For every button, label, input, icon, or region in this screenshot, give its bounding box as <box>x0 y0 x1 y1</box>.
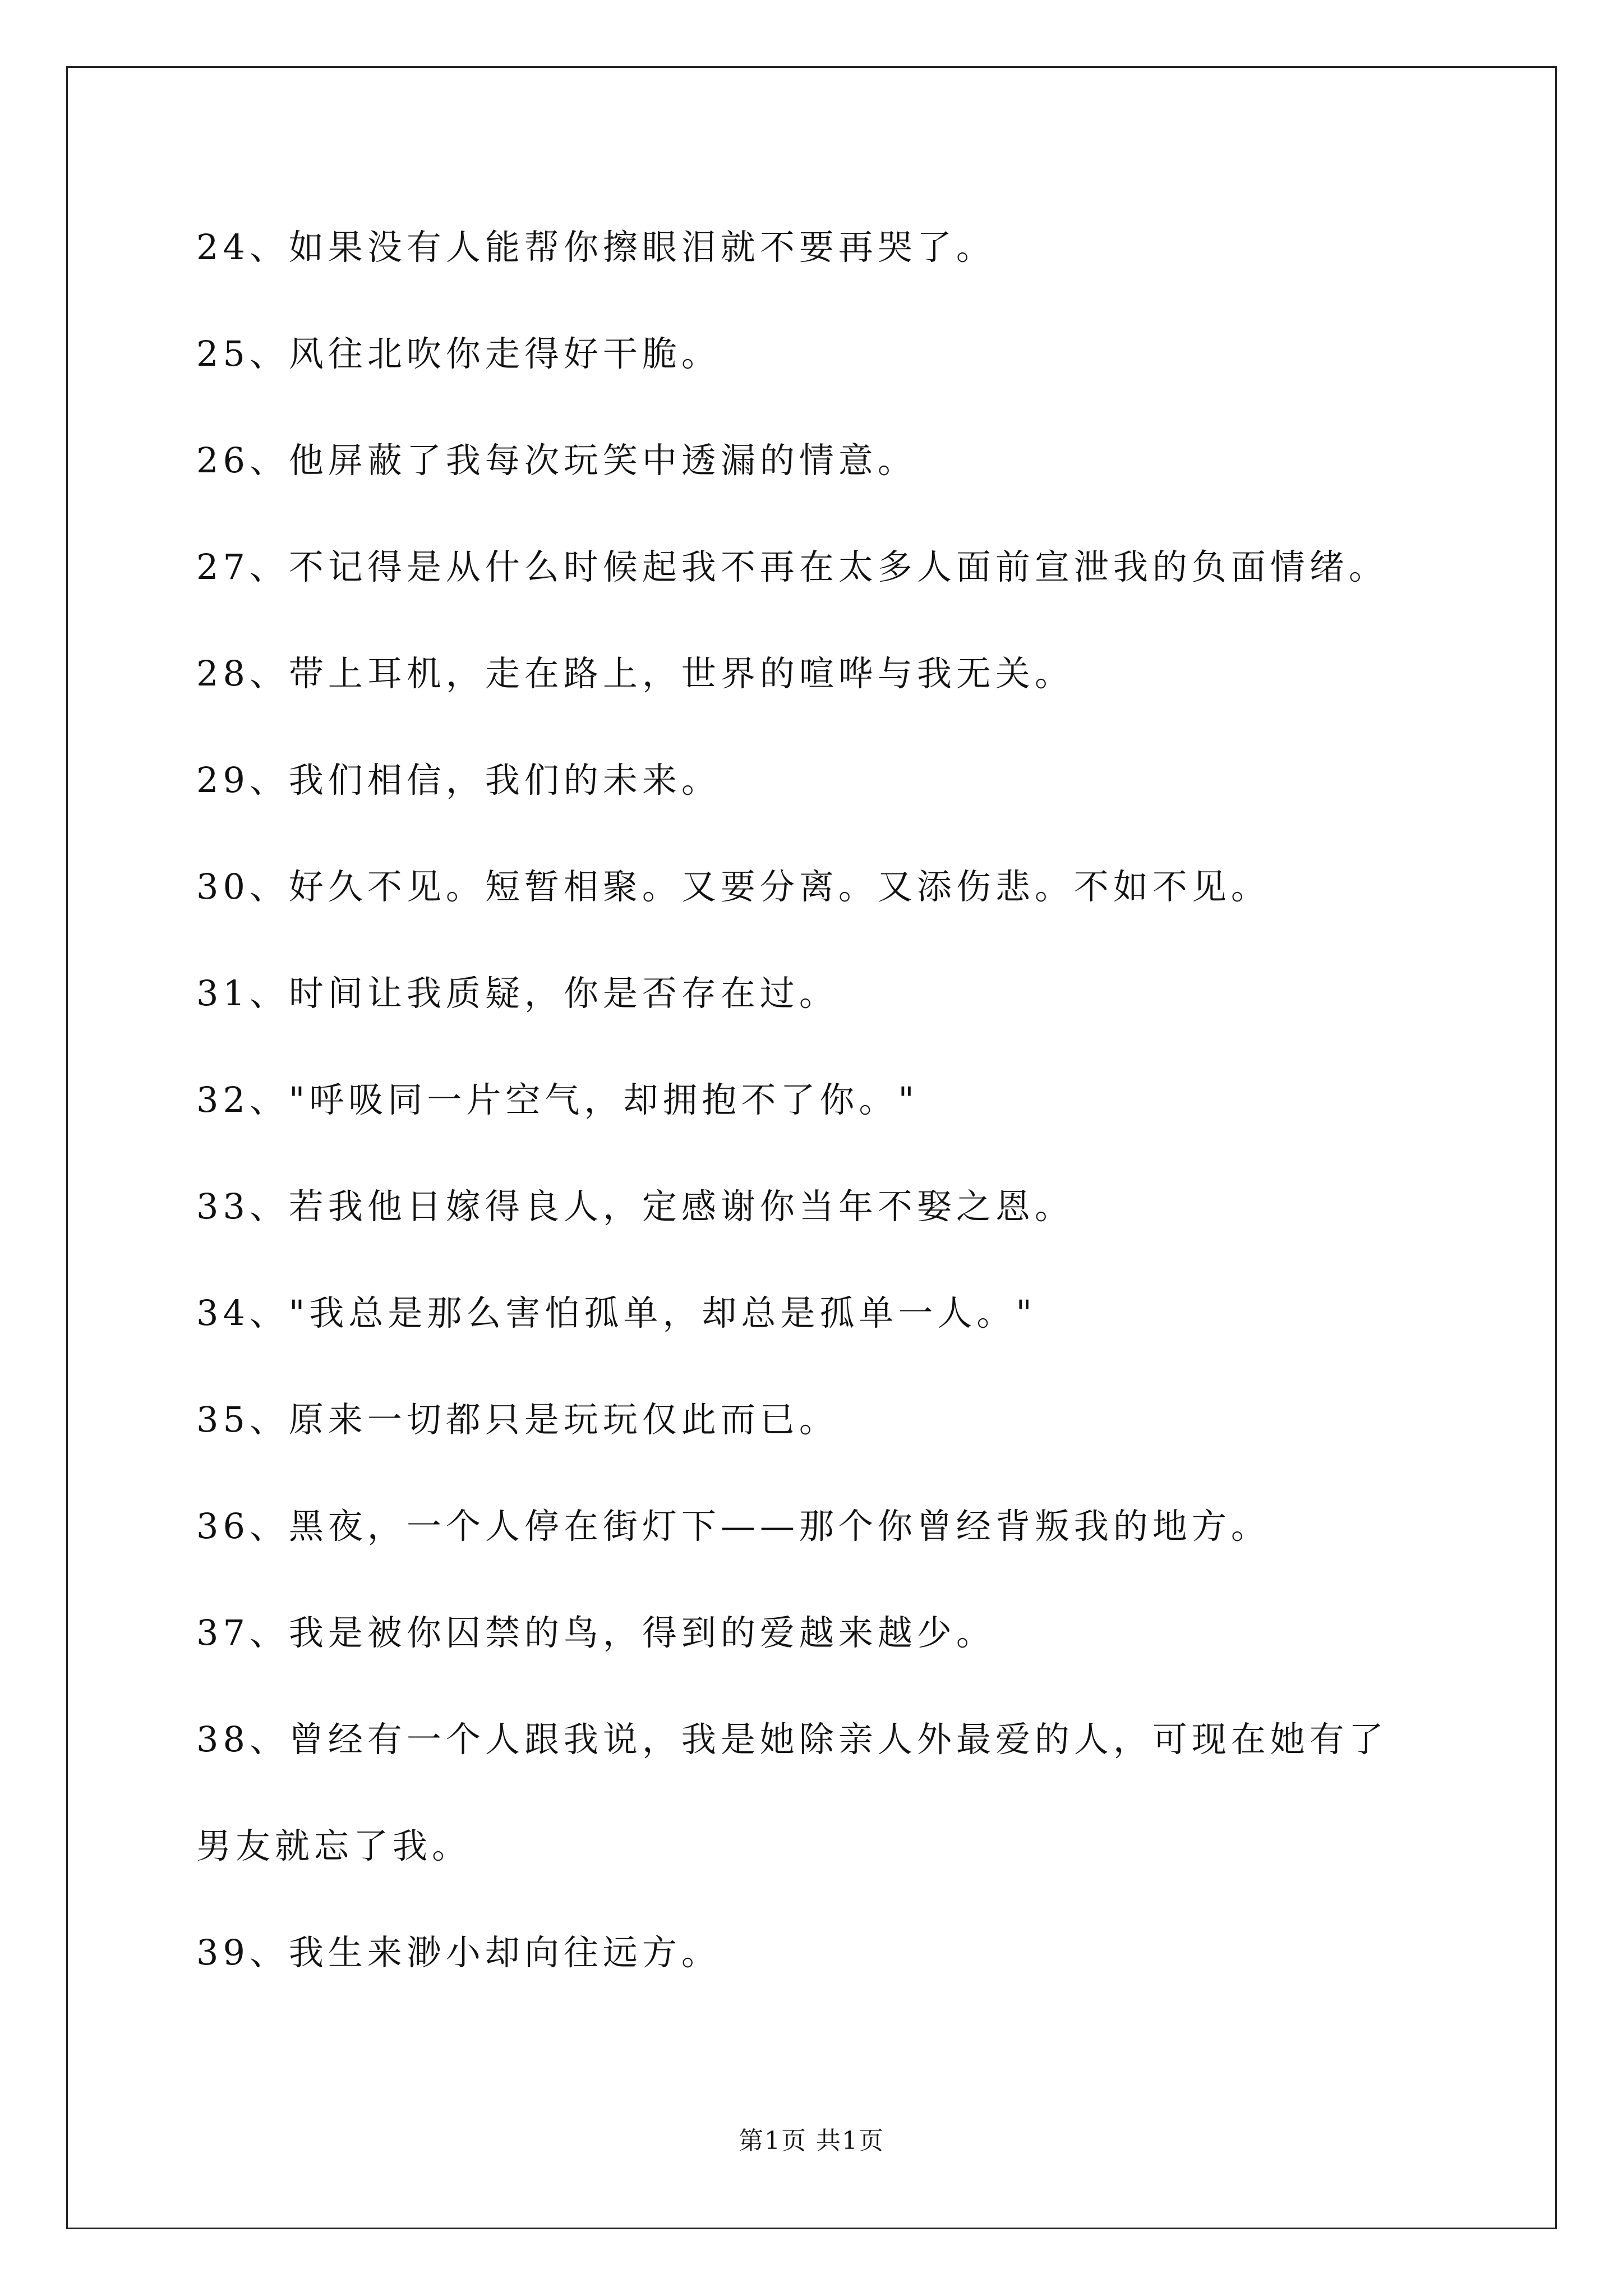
text-line-34: 34、"我总是那么害怕孤单，却总是孤单一人。" <box>196 1292 1036 1333</box>
text-line-36: 36、黑夜，一个人停在街灯下——那个你曾经背叛我的地方。 <box>196 1506 1270 1547</box>
text-line-38-continuation: 男友就忘了我。 <box>196 1825 472 1866</box>
text-line-24: 24、如果没有人能帮你擦眼泪就不要再哭了。 <box>196 227 995 268</box>
text-line-32: 32、"呼吸同一片空气，却拥抱不了你。" <box>196 1079 919 1120</box>
text-line-29: 29、我们相信，我们的未来。 <box>196 760 721 800</box>
text-line-28: 28、带上耳机，走在路上，世界的喧哗与我无关。 <box>196 653 1074 694</box>
text-line-27: 27、不记得是从什么时候起我不再在太多人面前宣泄我的负面情绪。 <box>196 546 1388 587</box>
text-line-25: 25、风往北吹你走得好干脆。 <box>196 333 721 374</box>
document-body <box>196 227 1453 2039</box>
text-line-26: 26、他屏蔽了我每次玩笑中透漏的情意。 <box>196 440 917 481</box>
text-line-38: 38、曾经有一个人跟我说，我是她除亲人外最爱的人，可现在她有了 <box>196 1719 1388 1760</box>
page-footer: 第1页 共1页 <box>739 2127 884 2155</box>
text-line-35: 35、原来一切都只是玩玩仅此而已。 <box>196 1399 838 1440</box>
text-line-31: 31、时间让我质疑，你是否存在过。 <box>196 973 838 1014</box>
text-line-30: 30、好久不见。短暂相聚。又要分离。又添伤悲。不如不见。 <box>196 866 1270 907</box>
text-line-37: 37、我是被你囚禁的鸟，得到的爱越来越少。 <box>196 1612 995 1653</box>
text-line-39: 39、我生来渺小却向往远方。 <box>196 1932 721 1973</box>
text-line-33: 33、若我他日嫁得良人，定感谢你当年不娶之恩。 <box>196 1186 1074 1227</box>
